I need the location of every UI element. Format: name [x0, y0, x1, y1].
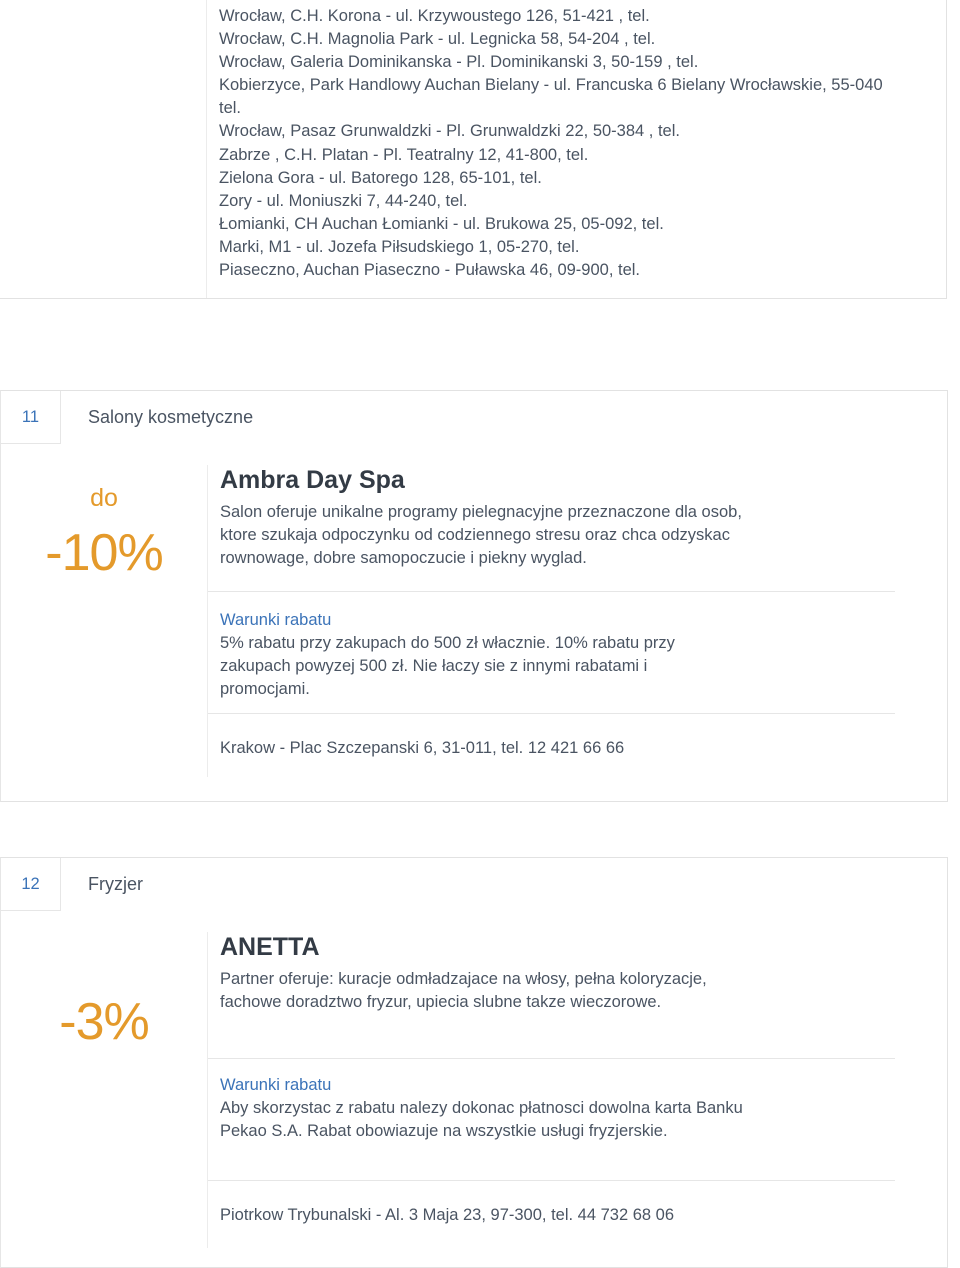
divider	[208, 1058, 895, 1059]
divider	[208, 591, 895, 592]
divider	[207, 465, 208, 777]
offer-content	[220, 932, 896, 1014]
list-item: Łomianki, CH Auchan Łomianki - ul. Brukowa 25, 05-092, tel.	[219, 214, 664, 233]
discount-badge	[1, 483, 207, 583]
discount-prefix: do	[90, 484, 118, 512]
discount-value: -3%	[59, 993, 149, 1051]
list-item: Zory - ul. Moniuszki 7, 44-240, tel.	[219, 191, 468, 210]
section-header	[1, 391, 947, 443]
list-item: Wrocław, C.H. Korona - ul. Krzywoustego 126, 51-421 , tel.	[219, 7, 650, 25]
list-item: Wrocław, C.H. Magnolia Park - ul. Legnicka 58, 54-204 , tel.	[219, 30, 656, 49]
list-item: Wrocław, Pasaz Grunwaldzki - Pl. Grunwaldzki 22, 50-384 , tel.	[219, 122, 680, 141]
list-item: Wrocław, Galeria Dominikanska - Pl. Dominikanski 3, 50-159 , tel.	[219, 53, 699, 72]
list-item: Zielona Gora - ul. Batorego 128, 65-101, tel.	[219, 168, 542, 187]
address-block	[220, 1204, 896, 1227]
list-item: Kobierzyce, Park Handlowy Auchan Bielany - ul. Francuska 6 Bielany Wrocławskie, 55-040	[219, 76, 883, 95]
conditions-text: Aby skorzystac z rabatu nalezy dokonac płatnosci dowolna karta Banku Pekao S.A. Rabat obowiazuje na wszystkie usługi fryzjerskie.	[220, 1099, 743, 1141]
divider	[208, 1180, 895, 1181]
conditions-text: 5% rabatu przy zakupach do 500 zł włacznie. 10% rabatu przy zakupach powyzej 500 zł. Nie łaczy sie z innymi rabatami i promocjami.	[220, 634, 675, 699]
discount-value: -10%	[45, 524, 163, 582]
divider	[208, 713, 895, 714]
section-number: 12	[1, 858, 61, 911]
section-category: Salony kosmetyczne	[88, 406, 254, 427]
list-item: Piaseczno, Auchan Piaseczno - Puławska 46, 09-900, tel.	[219, 261, 640, 280]
conditions-label: Warunki rabatu	[220, 1076, 332, 1094]
partner-name: ANETTA	[220, 933, 320, 961]
discount-badge	[1, 992, 207, 1052]
list-item: Zabrze , C.H. Platan - Pl. Teatralny 12, 41-800, tel.	[219, 145, 589, 164]
address-list-block	[0, 0, 947, 299]
partner-address: Krakow - Plac Szczepanski 6, 31-011, tel. 12 421 66 66	[220, 739, 625, 757]
offer-section-11	[0, 390, 948, 802]
divider	[207, 932, 208, 1248]
section-number: 11	[1, 391, 61, 444]
partner-description: Salon oferuje unikalne programy pielegnacyjne przeznaczone dla osob, ktore szukaja odpoczynku od codziennego stresu oraz chca odzyskac rownowage, dobre samopoczucie i piekny wyglad.	[220, 503, 742, 568]
offer-section-12	[0, 857, 948, 1268]
partner-description: Partner oferuje: kuracje odmładzajace na włosy, pełna koloryzacje, fachowe doradztwo fryzur, upiecia slubne takze wieczorowe.	[220, 970, 707, 1012]
partner-name: Ambra Day Spa	[220, 466, 405, 494]
section-header	[1, 858, 947, 910]
conditions-label: Warunki rabatu	[220, 611, 332, 629]
list-item: Marki, M1 - ul. Jozefa Piłsudskiego 1, 05-270, tel.	[219, 237, 580, 256]
address-list	[219, 5, 883, 282]
divider	[206, 0, 207, 298]
section-category: Fryzjer	[88, 873, 143, 894]
partner-address: Piotrkow Trybunalski - Al. 3 Maja 23, 97-300, tel. 44 732 68 06	[220, 1206, 675, 1224]
conditions-block	[220, 1074, 896, 1143]
list-item: tel.	[219, 99, 242, 118]
conditions-block	[220, 609, 896, 701]
offer-content	[220, 465, 896, 570]
address-block	[220, 737, 896, 760]
